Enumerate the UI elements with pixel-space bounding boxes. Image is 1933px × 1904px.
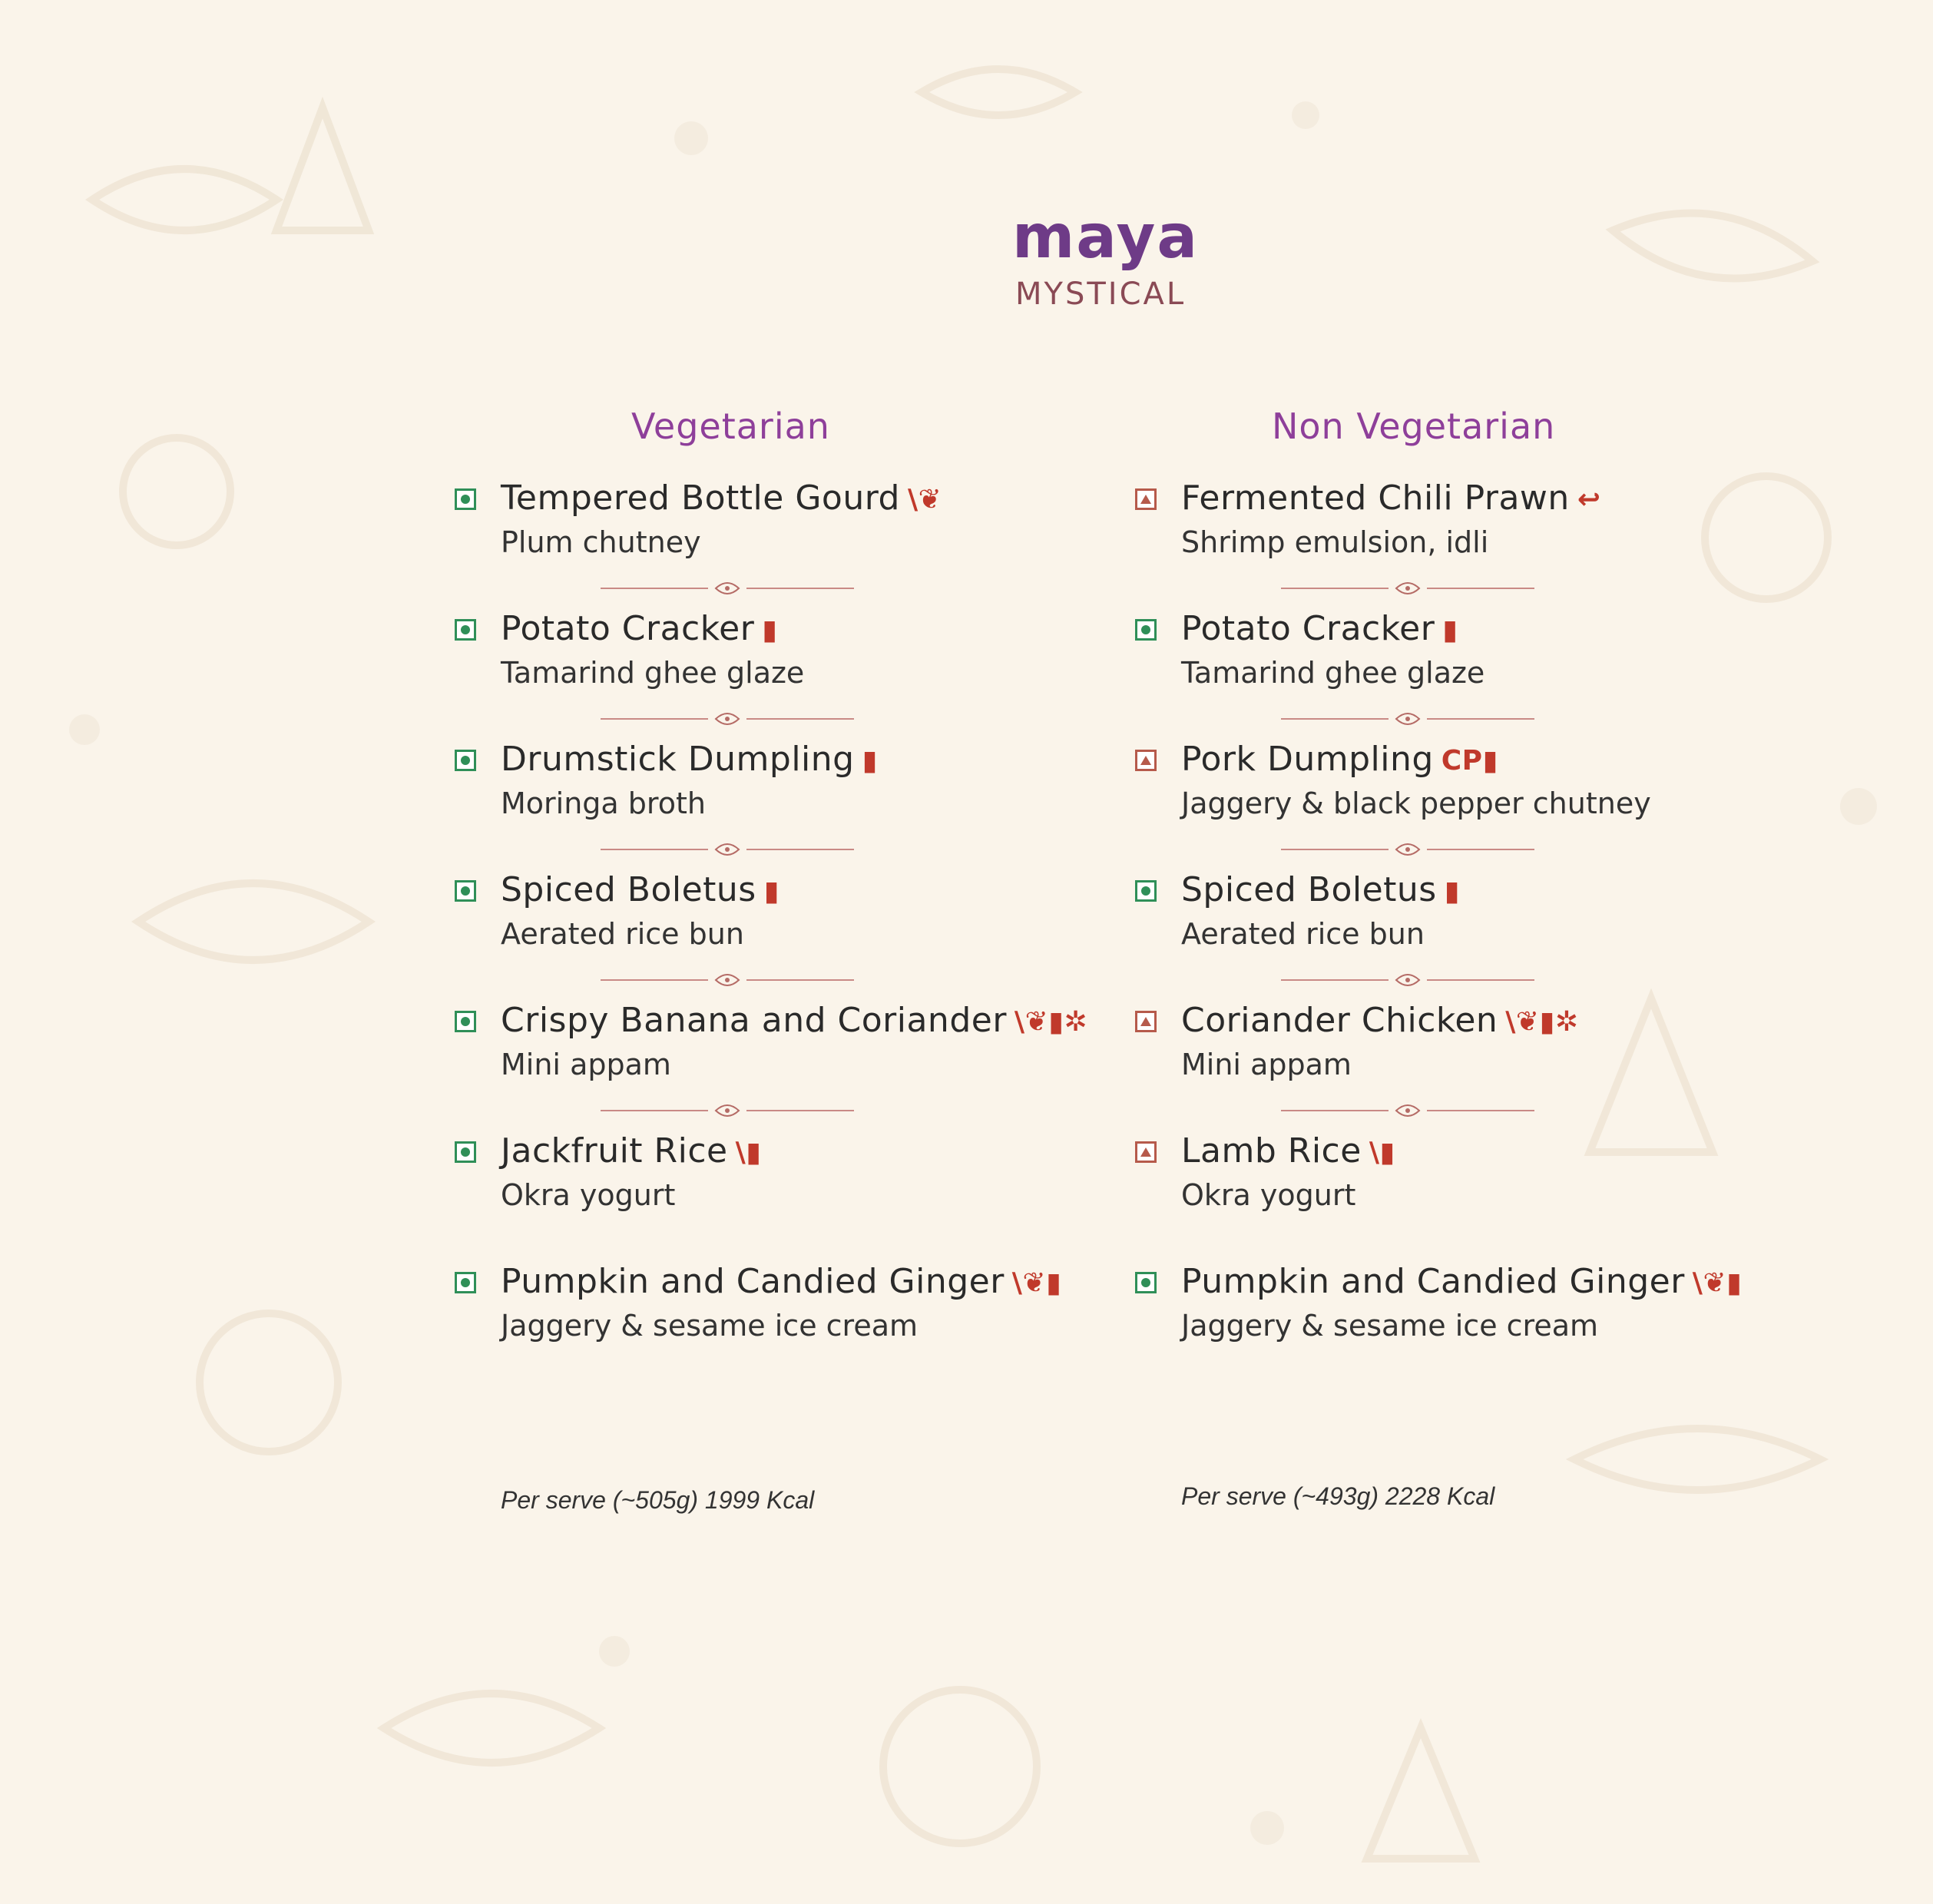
dish-name: Drumstick Dumpling	[501, 740, 855, 779]
nonvegetarian-per-serve: Per serve (~493g) 2228 Kcal	[1181, 1482, 1495, 1510]
veg-mark-icon	[455, 488, 476, 510]
nonveg-mark-icon	[1135, 1011, 1157, 1032]
menu-item	[1135, 1126, 1765, 1257]
dish-description: Tamarind ghee glaze	[1181, 656, 1485, 690]
ornament-divider-icon	[601, 710, 854, 728]
dish-description: Jaggery & sesame ice cream	[1181, 1309, 1599, 1343]
nonvegetarian-items	[1135, 473, 1765, 1387]
dish-name: Crispy Banana and Coriander	[501, 1001, 1007, 1040]
ornament-divider-icon	[601, 840, 854, 859]
dish-description: Aerated rice bun	[501, 917, 744, 951]
vegetarian-items	[455, 473, 1088, 1387]
ornament-divider-icon	[1281, 1101, 1534, 1120]
vegetarian-title: Vegetarian	[631, 406, 830, 447]
menu-item	[1135, 1257, 1765, 1387]
allergen-icons: \❦▮✲	[1014, 1006, 1088, 1038]
brand-logo	[906, 203, 1290, 312]
ornament-divider-icon	[601, 579, 854, 598]
dish-description: Shrimp emulsion, idli	[1181, 525, 1489, 559]
allergen-icons: ↩	[1577, 484, 1601, 515]
menu-item	[1135, 865, 1765, 995]
allergen-icons: ▮	[862, 745, 878, 777]
allergen-icons: \▮	[1369, 1137, 1395, 1168]
nonvegetarian-column	[1135, 399, 1765, 1387]
dish-name: Potato Cracker	[1181, 609, 1435, 648]
veg-mark-icon	[455, 1011, 476, 1032]
allergen-icons: \▮	[735, 1137, 762, 1168]
dish-description: Jaggery & sesame ice cream	[501, 1309, 919, 1343]
veg-mark-icon	[455, 880, 476, 902]
dish-description: Moringa broth	[501, 786, 706, 820]
menu-item	[1135, 734, 1765, 865]
allergen-icons: ▮	[1444, 876, 1461, 907]
allergen-icons: \❦▮	[1011, 1267, 1062, 1299]
dish-name: Potato Cracker	[501, 609, 755, 648]
ornament-divider-icon	[1281, 710, 1534, 728]
allergen-icons: ▮	[1442, 614, 1458, 646]
dish-name: Pumpkin and Candied Ginger	[1181, 1262, 1685, 1301]
dish-description: Mini appam	[1181, 1048, 1352, 1081]
vegetarian-column	[455, 399, 1088, 1387]
menu-item	[455, 604, 1084, 734]
allergen-icons: CP▮	[1441, 745, 1498, 777]
dish-name: Fermented Chili Prawn	[1181, 478, 1570, 518]
veg-mark-icon	[1135, 880, 1157, 902]
nonveg-mark-icon	[1135, 1141, 1157, 1163]
menu-item	[1135, 995, 1765, 1126]
veg-mark-icon	[455, 1272, 476, 1293]
menu-item	[455, 865, 1084, 995]
dish-name: Jackfruit Rice	[501, 1131, 728, 1171]
dish-name: Tempered Bottle Gourd	[501, 478, 900, 518]
dish-description: Okra yogurt	[1181, 1178, 1356, 1212]
ornament-divider-icon	[1281, 840, 1534, 859]
dish-description: Plum chutney	[501, 525, 701, 559]
dish-name: Spiced Boletus	[501, 870, 756, 909]
ornament-divider-icon	[1281, 971, 1534, 989]
ornament-divider-icon	[1281, 579, 1534, 598]
brand-subtitle: MYSTICAL	[1015, 276, 1187, 312]
dish-description: Tamarind ghee glaze	[501, 656, 805, 690]
menu-item	[1135, 604, 1765, 734]
dish-name: Coriander Chicken	[1181, 1001, 1498, 1040]
brand-name: maya	[1012, 203, 1199, 272]
dish-name: Lamb Rice	[1181, 1131, 1362, 1171]
ornament-divider-icon	[601, 1101, 854, 1120]
menu-item	[455, 1257, 1084, 1387]
nonveg-mark-icon	[1135, 488, 1157, 510]
veg-mark-icon	[1135, 1272, 1157, 1293]
nonvegetarian-title: Non Vegetarian	[1272, 406, 1556, 447]
dish-description: Jaggery & black pepper chutney	[1181, 786, 1651, 820]
allergen-icons: \❦▮	[1692, 1267, 1743, 1299]
veg-mark-icon	[455, 750, 476, 771]
dish-description: Aerated rice bun	[1181, 917, 1425, 951]
veg-mark-icon	[1135, 619, 1157, 641]
veg-mark-icon	[455, 1141, 476, 1163]
dish-name: Spiced Boletus	[1181, 870, 1437, 909]
menu-item	[455, 1126, 1084, 1257]
nonveg-mark-icon	[1135, 750, 1157, 771]
dish-description: Mini appam	[501, 1048, 671, 1081]
dish-name: Pork Dumpling	[1181, 740, 1434, 779]
dish-name: Pumpkin and Candied Ginger	[501, 1262, 1005, 1301]
ornament-divider-icon	[601, 971, 854, 989]
menu-item	[1135, 473, 1765, 604]
menu-item	[455, 473, 1084, 604]
allergen-icons: \❦▮✲	[1505, 1006, 1579, 1038]
vegetarian-per-serve: Per serve (~505g) 1999 Kcal	[501, 1486, 815, 1514]
allergen-icons: ▮	[763, 876, 780, 907]
allergen-icons: \❦	[907, 484, 942, 515]
menu-item	[455, 734, 1084, 865]
allergen-icons: ▮	[762, 614, 778, 646]
menu-item	[455, 995, 1088, 1126]
veg-mark-icon	[455, 619, 476, 641]
dish-description: Okra yogurt	[501, 1178, 676, 1212]
